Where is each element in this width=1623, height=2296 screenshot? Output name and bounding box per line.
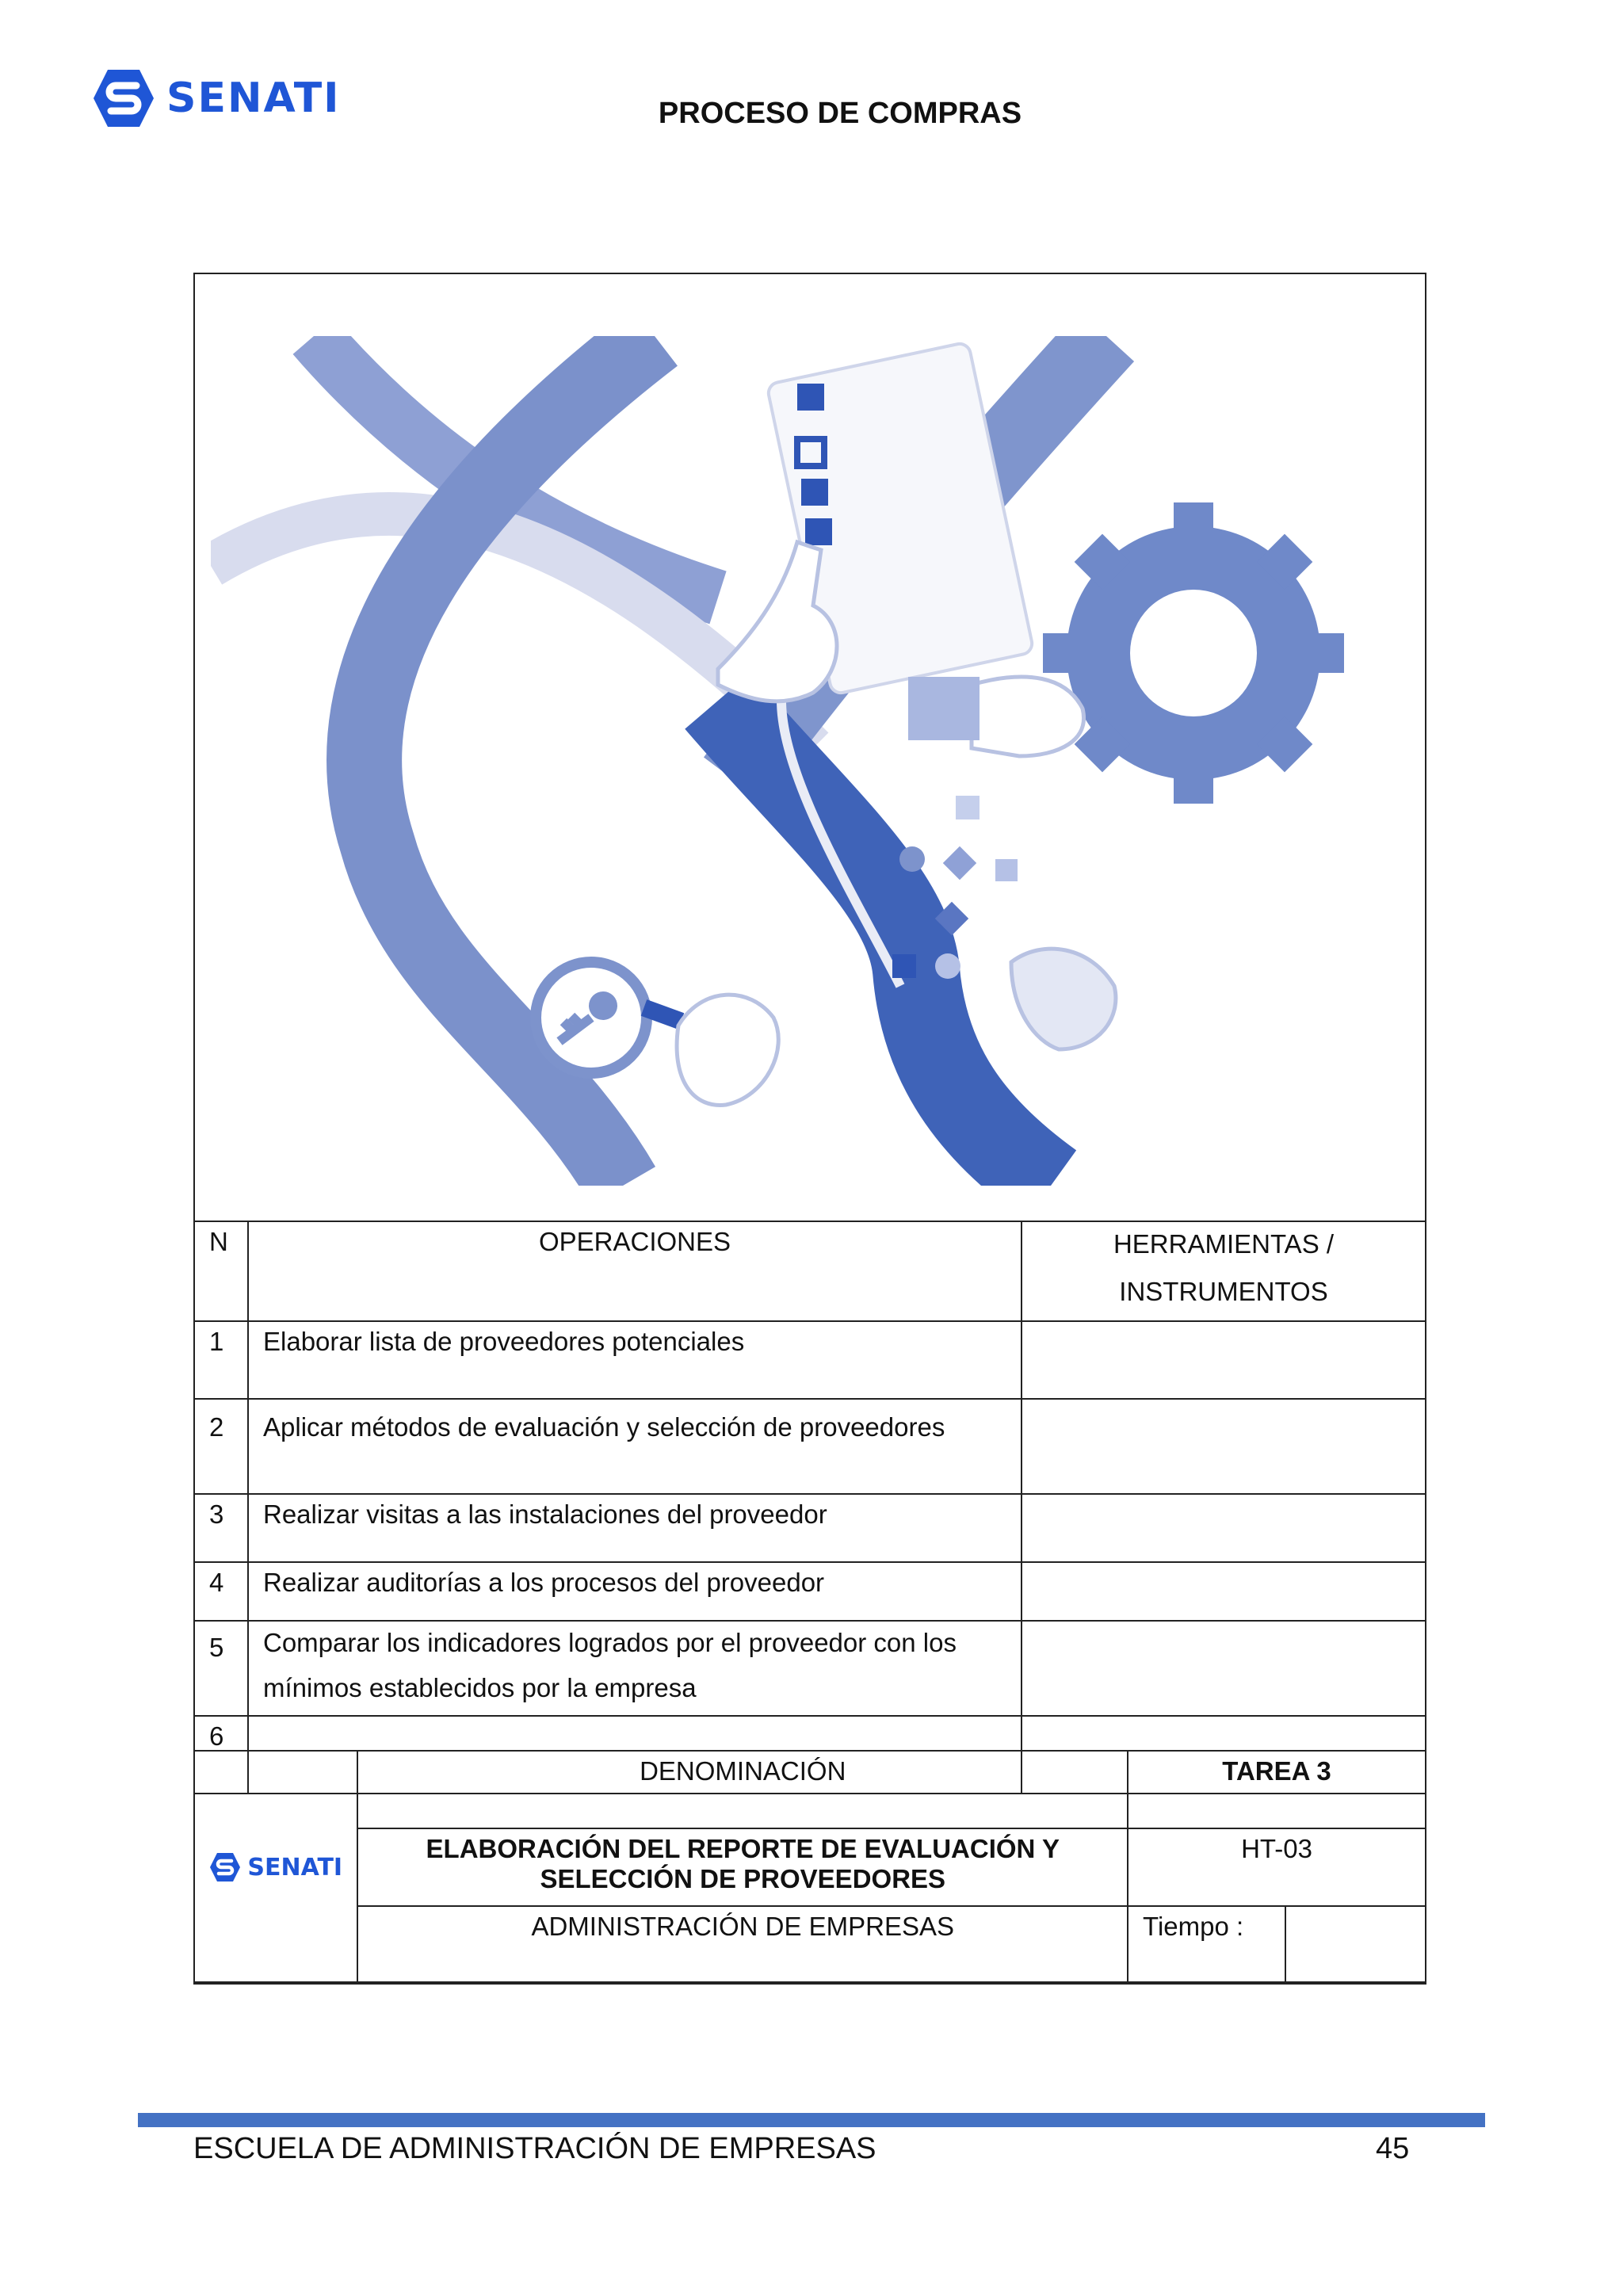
denomination-row	[194, 1751, 1426, 1828]
header-n: N	[194, 1221, 248, 1321]
table-header-row	[194, 1221, 1426, 1321]
operation-text: Aplicar métodos de evaluación y selección de proveedores	[248, 1399, 1022, 1494]
task-code: HT-03	[1128, 1828, 1426, 1906]
small-logo-cell	[194, 1751, 357, 1984]
senati-logo	[92, 67, 341, 130]
task-title: ELABORACIÓN DEL REPORTE DE EVALUACIÓN Y SELECCIÓN DE PROVEEDORES	[357, 1828, 1128, 1906]
table-row	[194, 1562, 1426, 1621]
header-tools: HERRAMIENTAS / INSTRUMENTOS	[1022, 1221, 1426, 1321]
row-number: 3	[194, 1494, 248, 1562]
tools-cell	[1022, 1621, 1426, 1716]
logo-text: SENATI	[166, 74, 341, 122]
header-operations: OPERACIONES	[248, 1221, 1022, 1321]
row-number: 2	[194, 1399, 248, 1494]
page-number: 45	[1376, 2132, 1410, 2165]
table-row	[194, 1494, 1426, 1562]
operation-text: Elaborar lista de proveedores potenciales	[248, 1321, 1022, 1399]
denomination-table	[193, 1750, 1426, 1985]
row-number: 5	[194, 1621, 248, 1716]
denomination-row	[194, 1828, 1426, 1906]
denomination-row	[194, 1906, 1426, 1984]
operations-table	[193, 1221, 1426, 1794]
denomination-label: DENOMINACIÓN	[357, 1751, 1128, 1828]
table-row	[194, 1321, 1426, 1399]
senati-logo-icon	[92, 67, 155, 130]
area-name: ADMINISTRACIÓN DE EMPRESAS	[357, 1906, 1128, 1984]
tools-cell	[1022, 1321, 1426, 1399]
operation-text: Realizar visitas a las instalaciones del proveedor	[248, 1494, 1022, 1562]
small-logo-text: SENATI	[247, 1853, 343, 1881]
operation-text: Realizar auditorías a los procesos del proveedor	[248, 1562, 1022, 1621]
procurement-illustration	[211, 336, 1419, 1186]
row-number: 6	[194, 1716, 248, 1794]
senati-logo-icon	[209, 1851, 241, 1883]
row-number: 1	[194, 1321, 248, 1399]
task-number: TAREA 3	[1128, 1751, 1426, 1828]
time-label: Tiempo :	[1128, 1906, 1285, 1984]
small-senati-logo	[201, 1851, 350, 1883]
row-number: 4	[194, 1562, 248, 1621]
tools-cell	[1022, 1399, 1426, 1494]
footer-bar	[138, 2113, 1485, 2127]
operation-text: Comparar los indicadores logrados por el proveedor con los mínimos establecidos por la empresa	[248, 1621, 1022, 1716]
table-row	[194, 1399, 1426, 1494]
tools-cell	[1022, 1494, 1426, 1562]
footer-school: ESCUELA DE ADMINISTRACIÓN DE EMPRESAS	[193, 2132, 876, 2165]
page-title: PROCESO DE COMPRAS	[658, 97, 1022, 130]
tools-cell	[1022, 1562, 1426, 1621]
table-row	[194, 1621, 1426, 1716]
time-value	[1285, 1906, 1426, 1984]
